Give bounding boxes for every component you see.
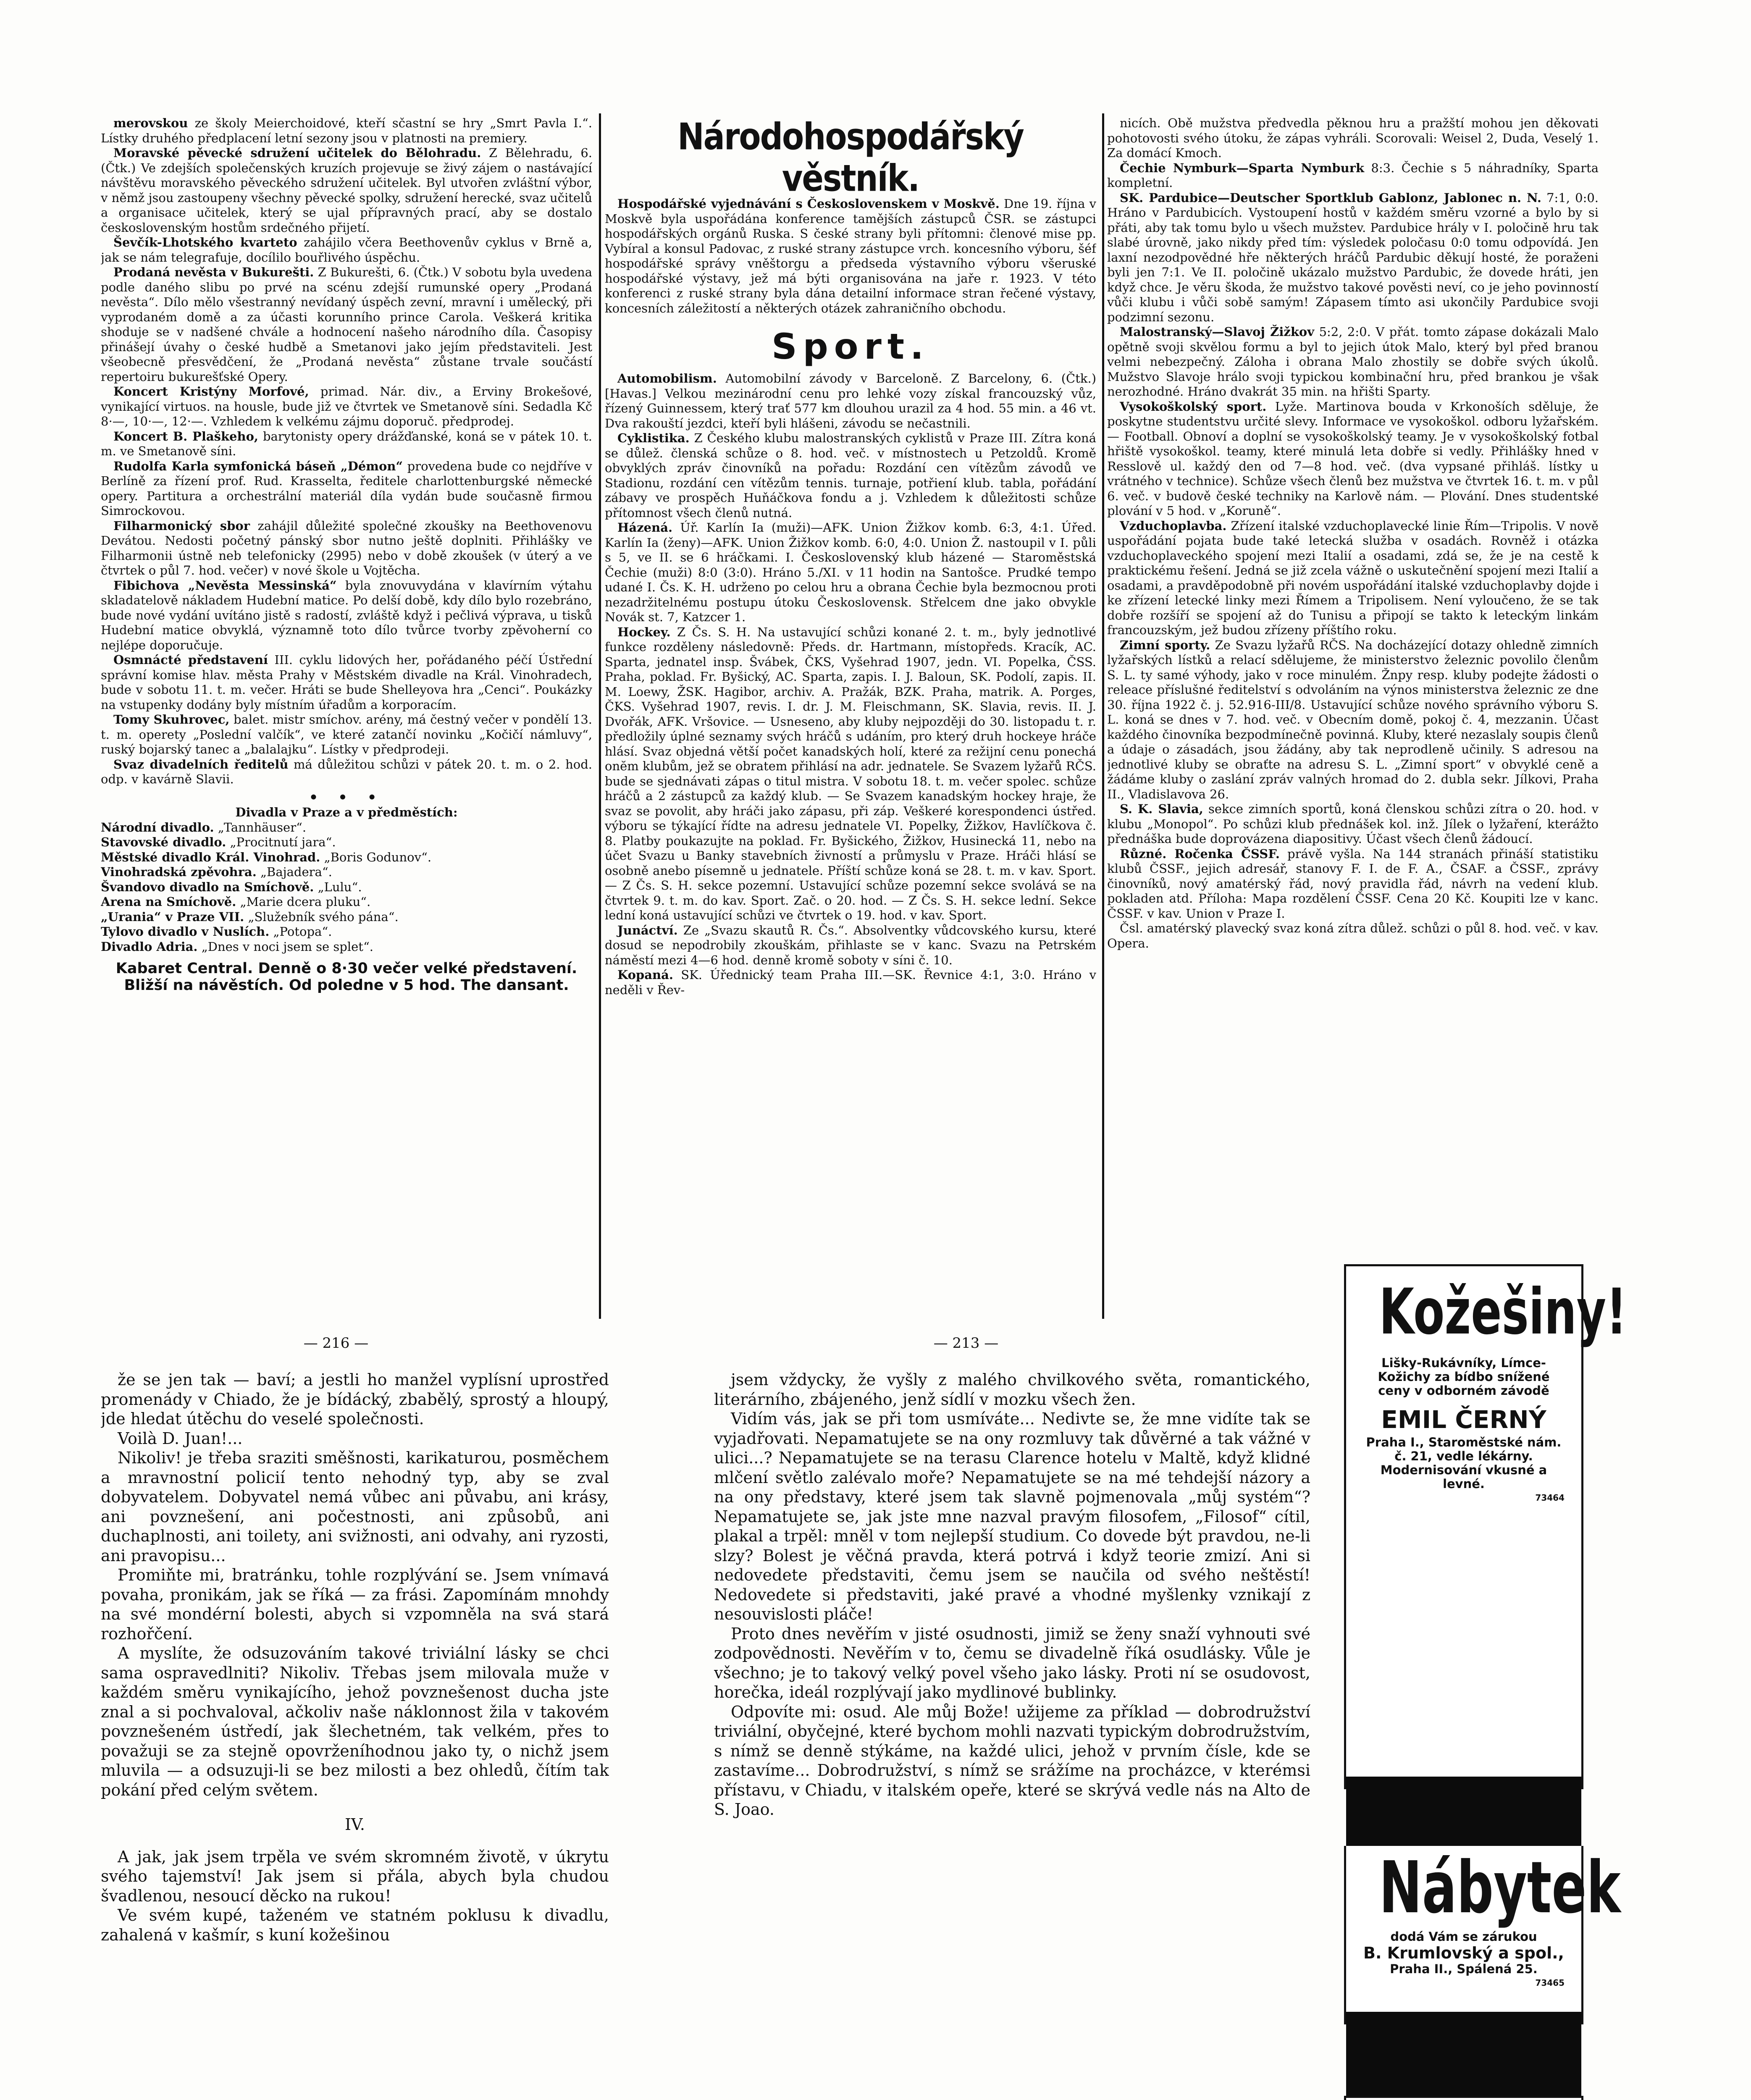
left-news-item bbox=[101, 459, 592, 519]
theatre-venue: „Urania“ v Praze VII. bbox=[101, 909, 244, 924]
left-news-item bbox=[101, 757, 592, 787]
theatre-venue: Národní divadlo. bbox=[101, 820, 214, 835]
left-news-column bbox=[101, 116, 592, 1317]
ad-kozesiny bbox=[1344, 1264, 1627, 1789]
right-news-item-lead: Vzduchoplavba. bbox=[1120, 518, 1227, 533]
right-news-item-lead: Zimní sporty. bbox=[1120, 638, 1210, 652]
trade-lead: Hospodářské vyjednávání s Československem v Moskvě. bbox=[617, 197, 1000, 211]
story-paragraph: Promiňte mi, bratránku, tohle rozplývání se. Jsem vnímavá povaha, pronikám, jak se říká — za frási. Zapomínám mnohdy na své mondérní bolesti, abych si vzpomněla na svá stará rozhořčení. bbox=[101, 1566, 609, 1643]
chapter-number: IV. bbox=[345, 1815, 365, 1834]
right-news-item-lead: Malostranský—Slavoj Žižkov bbox=[1120, 325, 1315, 339]
theatre-play: „Dnes v noci jsem se splet“. bbox=[201, 939, 374, 954]
left-news-item bbox=[101, 265, 592, 384]
ad-nabytek-code: 73465 bbox=[1535, 1978, 1565, 1988]
right-news-item-lead: SK. Pardubice—Deutscher Sportklub Gablonz, Jablonec n. N. bbox=[1120, 190, 1541, 205]
right-news-item-lead: Různé. Ročenka ČSSF. bbox=[1120, 846, 1280, 861]
story-paragraph: Proto dnes nevěřím v jisté osudnosti, jimiž se ženy snaží vyhnouti své zodpovědnosti. Nevěřím v to, čemu se divadelně říká osudlásky. Vůle je všechno; je to takový velký povel všeho jako lásky. Proti ní se osudovost, horečka, ideál rozplývají jako mydlinové bublinky. bbox=[714, 1624, 1310, 1701]
right-news-item-text: právě vyšla. Na 144 stranách přináší statistiku klubů ČSSF., jejich adresář, stanovy F. I. de F. A., ČSAF. a ČSSF., zprávy činovníků, nový amatérský řád, nový pravidla řád, návrh na vedení klub. pokladen atd. Příloha: Mapa rozdělení ČSSF. Cena 20 Kč. Koupiti lze v kanc. ČSSF. v kav. Union v Praze I. bbox=[1107, 846, 1599, 921]
ad-kozesiny-title: Kožešiny! bbox=[1379, 1276, 1627, 1349]
theatre-entry bbox=[101, 820, 592, 835]
left-news-item-text: zahájil důležité společné zkoušky na Beethovenovu Devátou. Nedosti početný pánský sbor nutno ještě doplniti. Přihlášky ve Filharmonii ústně neb telefonicky (2995) nebo v době zkoušek (v úterý a ve čtvrtek o půl 7. hod. večer) v nové škole u Vojtěcha. bbox=[101, 518, 592, 578]
left-news-item bbox=[101, 519, 592, 578]
middle-news-column bbox=[605, 116, 1096, 1317]
theatre-play: „Lulu“. bbox=[318, 879, 362, 894]
story-paragraph: Vidím vás, jak se při tom usmíváte... Nedivte se, že mne vidíte tak se vyjadřovati. Nepamatujete se na ony rozmluvy tak důvěrné a tak vážné v ulici...? Nepamatujete se na terasu Clarence hotelu v Maltě, když klidné mlčení světlo zalévalo moře? Nepamatujete se na mé tehdejší názory a na ony představy, které jsem tak slavně pojmenovala „můj systém“? Nepamatujete se, jak jste mne nazval pravým filosofem, „Filosof“ cítil, plakal a trpěl: mněl v tom nejlepší studium. Co dovede být pravdou, ne-li slzy? Bolest je věčná pravda, která potrvá i když teorie zmizí. Ani si nedovedete představiti, čemu jsem se naučila od svého neštěstí! Nedovedete si představiti, jaké pravé a vhodné myšlenky vznikají z nesouvislosti pláče! bbox=[714, 1410, 1310, 1623]
left-news-item bbox=[101, 429, 592, 459]
left-news-item-lead: Osmnácté představení bbox=[113, 653, 268, 667]
sport-news-item bbox=[605, 371, 1096, 431]
left-news-item-lead: Moravské pěvecké sdružení učitelek do Bělohradu. bbox=[113, 146, 481, 160]
left-news-item-text: byla znovuvydána v klavírním výtahu skladatelově nákladem Hudební matice. Po delší době, kdy dílo bylo rozebráno, bude nové vydání uvítáno jistě s radostí, zvláště když i pečlivá výprava, u tisků Hudební matice obvyklá, významně toto dílo tvůrce tvorby zpěvoherní co nejlépe doporučuje. bbox=[101, 578, 592, 652]
trade-text: Dne 19. října v Moskvě byla uspořádána konference tamějších zástupců ČSR. se zástupci hospodářských orgánů Ruska. S české strany byli přítomni: členové mise pp. Vybíral a konsul Padovac, z ruské strany zástupce vrch. koncesního výboru, šéf hospodářské správy vněštorgu a předseda výstavního výboru všeruské hospodářské výstavy, jež má býti organisována na jaře r. 1923. V této konferenci z ruské strany byla dána detailní informace stran řečené výstavy, koncesních záležitostí a některých otázek zahraničního obchodu. bbox=[605, 197, 1096, 315]
theatre-venue: Arena na Smíchově. bbox=[101, 895, 236, 909]
left-news-item-text: provedena bude co nejdříve v Berlíně za řízení prof. Rud. Krasselta, ředitele charlottenburgské německé opery. Partitura a orchestrální materiál díla vydán bude současně firmou Simrockovou. bbox=[101, 459, 592, 518]
right-news-item-text: Zřízení italské vzduchoplavecké linie Řím—Tripolis. V nově uspořádání pojata bude také letecká služba v osadách. Rovněž i otázka vzduchoplaveckého spojení mezi Italií a osadami, zdá se, že je na cestě k praktickému řešení. Jedná se již zcela vážně o uskutečnění spojení mezi Italií a osadami, a pravděpodobně při novém uspořádání italské vzduchoplavby dojde i ke zřízení letecké linky mezi Římem a Tripolisem. Není vyloučeno, že se tak dobře rozšíří se spojení až do Tunisu a připojí se takto k leteckým linkám francouzským, jež budou zřízeny příštího roku. bbox=[1107, 518, 1599, 637]
theatre-play: „Služebník svého pána“. bbox=[248, 909, 399, 924]
theatre-venue: Švandovo divadlo na Smíchově. bbox=[101, 879, 314, 894]
right-news-item-text: nicích. Obě mužstva předvedla pěknou hru a pražští mohou jen děkovati pohotovosti svého útoku, že zápas vyhráli. Scorovali: Weisel 2, Duda, Veselý 1. Za domácí Kmoch. bbox=[1107, 116, 1599, 160]
sport-news-item-lead: Hockey. bbox=[617, 625, 671, 639]
ad-kozesiny-name: EMIL ČERNÝ bbox=[1381, 1405, 1546, 1434]
left-news-item bbox=[101, 384, 592, 429]
left-news-item bbox=[101, 235, 592, 265]
theatre-entry bbox=[101, 865, 592, 880]
ad-nabytek-address: Praha II., Spálená 25. bbox=[1390, 1962, 1538, 1976]
sport-news-item bbox=[605, 968, 1096, 998]
right-news-column bbox=[1107, 116, 1599, 1317]
ad-divider-black-2 bbox=[1346, 2012, 1581, 2096]
masthead-title: Národohospodářský věstník. bbox=[677, 116, 1024, 200]
page-number-right: — 213 — bbox=[933, 1335, 999, 1352]
right-news-item bbox=[1107, 519, 1599, 638]
theatre-entry bbox=[101, 895, 592, 910]
sport-news-item bbox=[605, 625, 1096, 923]
left-news-item bbox=[101, 116, 592, 146]
theatre-entry bbox=[101, 910, 592, 925]
sport-title: Sport. bbox=[772, 326, 929, 367]
theatre-entry bbox=[101, 880, 592, 895]
section-dots: • • • bbox=[309, 789, 384, 806]
left-news-item-lead: Fibichova „Nevěsta Messinská“ bbox=[113, 578, 337, 593]
right-news-item-text: 8:3. Čechie s 5 náhradníky, Sparta kompletní. bbox=[1107, 160, 1599, 190]
left-news-item-lead: Svaz divadelních ředitelů bbox=[113, 757, 289, 772]
right-news-item bbox=[1107, 399, 1599, 519]
ad-nabytek-text: dodá Vám se zárukou bbox=[1390, 1929, 1537, 1944]
right-news-item-text: 5:2, 2:0. V přát. tomto zápase dokázali Malo opětně svoji skvělou formu a byl to jejich útok Malo, který byl před branou velmi nebezpečný. Záloha i obrana Malo zhostily se dobře svých úkolů. Mužstvo Slavoje hrálo svoji typickou kombinační hru, před brankou je však nerozhodné. Hráno dvakrát 35 min. na hřišti Sparty. bbox=[1107, 325, 1599, 399]
theatre-play: „Boris Godunov“. bbox=[324, 850, 432, 864]
right-news-item bbox=[1107, 325, 1599, 399]
theatre-play: „Potopa“. bbox=[273, 924, 332, 939]
theatre-venue: Vinohradská zpěvohra. bbox=[101, 865, 257, 879]
theatre-entry bbox=[101, 924, 592, 940]
left-news-item-text: má důležitou schůzi v pátek 20. t. m. o 2. hod. odp. v kavárně Slavii. bbox=[101, 757, 592, 786]
sport-news-item-text: Úř. Karlín Ia (muži)—AFK. Union Žižkov komb. 6:3, 4:1. Úřed. Karlín Ia (ženy)—AFK. Union Žižkov komb. 6:0, 4:0. Union Ž. nastoupil v I. půli s 5, ve II. se 6 hráčkami. I. Československý klub házené — Staroměstská Čechie (muži) 8:0 (3:0). Hráno 5./XI. v 11 hodin na Santošce. Prudké tempo udané I. Čs. K. H. udrženo po celou hru a obrana Čechie byla bezmocnou proti nezadržitelnému postupu útoku Československ. Střelcem dne jako obvykle Novák st. 7, Katzcer 1. bbox=[605, 520, 1096, 624]
theatre-venue: Stavovské divadlo. bbox=[101, 835, 226, 849]
column-rule-1 bbox=[599, 113, 601, 1319]
left-news-item-text: primad. Nár. div., a Erviny Brokešové, vynikající virtuos. na housle, bude již ve čtvrtek ve Smetanově síni. Sedadla Kč 8·—, 10·—, 12·—. Vzhledem k velkému zájmu doporuč. předprodej. bbox=[101, 384, 592, 428]
theatre-venue: Divadlo Adria. bbox=[101, 939, 198, 954]
ad-kozesiny-address: Praha I., Staroměstské nám. č. 21, vedle lékárny. Modernisování vkusné a levné. bbox=[1366, 1435, 1562, 1491]
right-news-item bbox=[1107, 191, 1599, 325]
ad-kozesiny-code: 73464 bbox=[1535, 1493, 1565, 1503]
ad-nabytek-title: Nábytek bbox=[1379, 1846, 1621, 1929]
right-news-item-text: Lyže. Martinova bouda v Krkonoších sděluje, že poskytne studentstvu určité slevy. Informace ve vysokoškol. odboru lyžařském. — Football. Obnoví a doplní se vysokoškolský teamy. Je v vysokoškolský fotbal hřiště vysokoškol. teamy, které minulá leta dobře si vedly. Přihlášky hned v Resslově ul. každý den od 7—8 hod. več. (dva vypsané přihláš. lístky u vrátného v technice). Schůze všech členů bez mužstva ve čtvrtek 16. t. m. v půl 6. več. v budově české techniky na Karlově nám. — Plování. Dnes studentské plování v 5 hod. v „Koruně“. bbox=[1107, 399, 1599, 518]
kabaret-ad: Kabaret Central. Denně o 8·30 večer velké představení. Bližší na návěstích. Od poledne v 5 hod. The dansant. bbox=[116, 960, 578, 994]
sport-news-item-text: SK. Úřednický team Praha III.—SK. Řevnice 4:1, 3:0. Hráno v neděli v Řev- bbox=[605, 968, 1096, 997]
left-news-item-lead: Prodaná nevěsta v Bukurešti. bbox=[113, 265, 314, 279]
ad-nabytek-name: B. Krumlovský a spol., bbox=[1363, 1944, 1564, 1962]
ad-damy bbox=[1344, 2096, 1583, 2100]
story-right-column bbox=[714, 1370, 1310, 2100]
sport-news-item-text: Ze „Svazu skautů R. Čs.“. Absolventky vůdcovského kursu, které dosud se nepodrobily zkouškám, přihlaste se v kanc. Svazu na Petrském náměstí mezi 4—6 hod. denně kromě soboty v síni č. 10. bbox=[605, 923, 1096, 967]
left-news-item-text: ze školy Meierchoidové, kteří sčastní se hry „Smrt Pavla I.“. Lístky druhého předplacení letní sezony jsou v platnosti na premiery. bbox=[101, 116, 592, 145]
theatre-play: „Marie dcera pluku“. bbox=[240, 895, 371, 909]
story-paragraph: Odpovíte mi: osud. Ale můj Bože! užijeme za příklad — dobrodružství triviální, obyčejné, které bychom mohli nazvati typickým dobrodružstvím, s nímž se denně stýkáme, na každé ulici, jehož v prvním čísle, kde se zastavíme... Dobrodružství, s nímž se srážíme na procházce, v kterémsi přístavu, v Chiadu, v italském opeře, které se skrývá vedle nás na Alto de S. Joao. bbox=[714, 1702, 1310, 1819]
left-news-item-lead: Koncert B. Plaškeho, bbox=[113, 429, 259, 444]
left-news-item-lead: Ševčík-Lhotského kvarteto bbox=[113, 235, 297, 249]
right-news-item-lead: S. K. Slavia, bbox=[1120, 802, 1203, 816]
sport-news-item-text: Automobilní závody v Barceloně. Z Barcelony, 6. (Čtk.) [Havas.] Velkou mezinárodní cenu pro lehké vozy získal francouzský vůz, řízený Guinnessem, který trať 577 km dlouhou urazil za 4 hod. 55 min. a 46 vt. Dva rakouští jezdci, kteří byli hlášeni, závodu se nečastnili. bbox=[605, 371, 1096, 430]
right-news-item-text: Čsl. amatérský plavecký svaz koná zítra důlež. schůzi o půl 8. hod. več. v kav. Opera. bbox=[1107, 921, 1599, 950]
story-left-column bbox=[101, 1370, 609, 2100]
theatre-heading: Divadla v Praze a v předměstích: bbox=[235, 805, 458, 819]
ad-kozesiny-text: Lišky-Rukávníky, Límce-Kožichy za bídbo snížené ceny v odborném závodě bbox=[1378, 1356, 1550, 1398]
right-news-item bbox=[1107, 638, 1599, 802]
ad-nabytek bbox=[1344, 1846, 1621, 2024]
left-news-item-lead: Filharmonický sbor bbox=[113, 518, 250, 533]
left-news-item bbox=[101, 578, 592, 653]
sport-news-item-lead: Kopaná. bbox=[617, 968, 673, 982]
right-news-item-lead: Vysokoškolský sport. bbox=[1120, 399, 1267, 414]
sport-news-item-text: Z Českého klubu malostranských cyklistů v Praze III. Zítra koná se důlež. členská schůze o 8. hod. več. v místnostech u Petzoldů. Kromě obvyklých zpráv činovníků na pořadu: Rozdání cen vítězům závodů ve Stadionu, rozdání cen vítězům tennis. turnaje, potřiení klub. tabla, pořádání zábavy ve prospěch Huňáčkova fondu a j. Vzhledem k důležitosti schůze přítomnost všech členů nutná. bbox=[605, 431, 1096, 520]
right-news-item bbox=[1107, 921, 1599, 951]
story-paragraph: A myslíte, že odsuzováním takové triviální lásky se chci sama ospravedlniti? Nikoliv. Třebas jsem milovala muže v každém směru vynikajícího, jehož povznešenost ducha jste znal a si pochvaloval, ačkoliv naše náklonnost žila v takovém povznešeném ústředí, jak šlechetném, tak velkém, přes to považuji se za stejně opovrženíhodnou jako ty, o nichž jsem mluvila — a odsuzuji-li se bez milosti a bez ohledů, čítím tak pokání před celým světem. bbox=[101, 1644, 609, 1799]
theatre-play: „Tannhäuser“. bbox=[218, 820, 307, 835]
right-news-item bbox=[1107, 802, 1599, 847]
left-news-item-text: balet. mistr smíchov. arény, má čestný večer v pondělí 13. t. m. operety „Poslední valčík“, ve které zatančí novinku „Kočičí námluvy“, ruský bojarský tanec a „balalajku“. Lístky v předprodeji. bbox=[101, 712, 592, 756]
story-paragraph: Voilà D. Juan!... bbox=[118, 1429, 243, 1448]
left-news-item bbox=[101, 146, 592, 235]
theatre-venue: Tylovo divadlo v Nuslích. bbox=[101, 924, 270, 939]
right-news-item bbox=[1107, 161, 1599, 191]
right-news-item-text: Ze Svazu lyžařů RČS. Na docházející dotazy ohledně zimních lyžařských lístků a relací sdělujeme, že ministerstvo železnic povolilo členům S. L. ty samé výhody, jako v roce minulém. Žnpy resp. kluby podejte žádosti o releace příslušné ředitelství s odvoláním na výnos ministerstva železnic ze dne 30. října 1922 č. j. 52.916-III/8. Ustavující schůze nového správního výboru S. L. koná se dnes v 7. hod. več. v Obecním domě, pokoj č. 4, mezzanin. Účast každého činovníka bezpodmínečně povinná. Kluby, které nezaslaly soupis členů a údaje o zásadách, jsou žádány, aby tak neprodleně učinily. S adresou na jednotlivé kluby se obraťte na adresu S. L. „Zimní sport“ v obvyklé ceně a žádáme kluby o zaslání zpráv valných hromad do 2. dubla sekr. Jílkovi, Praha II., Vladislavova 26. bbox=[1107, 638, 1599, 801]
left-news-item-text: III. cyklu lidových her, pořádaného péčí Ústřední správní komise hlav. města Prahy v Městském divadle na Král. Vinohradech, bude v sobotu 11. t. m. večer. Hráti se bude Shelleyova hra „Cenci“. Poukázky na vstupenky dodány byly místním úřadům a korporacím. bbox=[101, 653, 592, 712]
page-number-left: — 216 — bbox=[303, 1335, 369, 1352]
story-paragraph: Ve svém kupé, taženém ve statném poklusu k divadlu, zahalená v kašmír, s kuní kožešinou bbox=[101, 1906, 609, 1944]
right-news-item-text: sekce zimních sportů, koná členskou schůzi zítra o 20. hod. v klubu „Monopol“. Po schůzi klub přednášek kol. inž. Jílek o lyžaření, kterážto přednáška bude doprovázena diapositivy. Účast všech členů žádoucí. bbox=[1107, 802, 1599, 846]
right-news-item bbox=[1107, 116, 1599, 161]
sport-news-item-lead: Cyklistika. bbox=[617, 431, 690, 445]
sport-news-item bbox=[605, 520, 1096, 625]
theatre-play: „Bajadera“. bbox=[260, 865, 332, 879]
sport-news-item bbox=[605, 431, 1096, 520]
sport-news-item bbox=[605, 923, 1096, 968]
right-news-item-lead: Čechie Nymburk—Sparta Nymburk bbox=[1120, 160, 1365, 175]
left-news-item bbox=[101, 653, 592, 712]
theatre-entry bbox=[101, 940, 592, 955]
left-news-item-lead: Tomy Skuhrovec, bbox=[113, 712, 230, 727]
left-news-item-text: Z Bělehradu, 6. (Čtk.) Ve zdejších společenských kruzích projevuje se živý zájem o nastávající návštěvu moravského pěveckého sdružení učitelek. Byl utvořen zvláštní výbor, v němž jsou zastoupeny všechny pěvecké spolky, sdružení herecké, svaz učitelů a organisace učitelek, který se ujal přípravných prací, aby se dostalo československým hostům srdečného přijetí. bbox=[101, 146, 592, 235]
sport-news-item-lead: Automobilism. bbox=[617, 371, 717, 386]
left-news-item-text: zahájilo včera Beethovenův cyklus v Brně a, jak se nám telegrafuje, docílilo bouřlivého úspěchu. bbox=[101, 235, 592, 265]
left-news-item bbox=[101, 712, 592, 757]
sport-news-item-text: Z Čs. S. H. Na ustavující schůzi konané 2. t. m., byly jednotlivé funkce rozděleny následovně: Předs. dr. Hartmann, místopředs. Kracík, AC. Sparta, jednatel insp. Švábek, ČKS, Vyšehrad 1907, jedn. VI. Popelka, ČSS. Praha, poklad. Fr. Byšický, AC. Sparta, zapis. I. J. Baloun, SK. Podolí, zapis. II. M. Loewy, ŽSK. Hagibor, archiv. A. Pražák, BZK. Praha, matrik. A. Porges, ČKS. Vyšehrad 1907, revis. I. dr. J. M. Fleischmann, SK. Slavia, revis. II. J. Dvořák, AFK. Vršovice. — Usneseno, aby kluby nejpozději do 30. listopadu t. r. předložily úplné seznamy svých hráčů s udáním, pro který druh hockeye hráče hlásí. Svaz objedná větší počet kanadských holí, které za režijní cenu ponechá onĕm klubům, jež se obratem přihlásí na adr. jednatele. Se Svazem lyžařů RČS. bude se sjednávati zápas o titul mistra. V sobotu 18. t. m. večer spolec. schůze hráčů a 2 zástupců za každý klub. — Se Svazem kanadským hockey hraje, že svaz se povolit, aby hráči jako zápasu, při záp. Veškeré korespondenci ústřed. výboru se týkající řídte na adresu jednatele VI. Popelky, Žižkov, Havlíčkova č. 8. Platby poukazujte na poklad. Fr. Byšického, Žižkov, Husinecká 11, nebo na účet Svazu u Banky stavebních živností a průmyslu v Praze. Hráči hlásí se osobně anebo písemně u jednatele. Příští schůze koná se 28. t. m. v kav. Sport. — Z Čs. S. H. sekce pozemní. Ustavující schůze pozemní sekce svolává se na čtvrtek 9. t. m. do kav. Sport. Zač. o 20. hod. — Z Čs. S. H. sekce lední. Sekce lední koná ustavující schůzi ve čtvrtek o 19. hod. v kav. Sport. bbox=[605, 625, 1096, 922]
theatre-play: „Procitnutí jara“. bbox=[230, 835, 336, 849]
story-paragraph: že se jen tak — baví; a jestli ho manžel vyplísní uprostřed promenády v Chiado, že je bídácký, zbabělý, sprostý a hloupý, jde hledat útěchu do veselé společnosti. bbox=[101, 1370, 609, 1428]
left-news-item-lead: merovskou bbox=[113, 116, 188, 130]
left-news-item-text: barytonisty opery drážďanské, koná se v pátek 10. t. m. ve Smetanově síni. bbox=[101, 429, 592, 458]
theatre-entry bbox=[101, 850, 592, 865]
theatre-entry bbox=[101, 835, 592, 850]
right-news-item-text: 7:1, 0:0. Hráno v Pardubicích. Vystoupení hostů v každém směru vzorné a bylo by si přáti, aby tak tomu bylo u všech mužstev. Pardubice hrály v I. poločině hru tak slabé úrovně, jako nikdy před tím: výsledek poločasu 0:0 tomu odpovídá. Jen laxní nezodpovědné hře některých hráčů Pardubic děkují hosté, že poraženi byli jen 7:1. Ve II. poločině ukázalo mužstvo Pardubic, že dovede hráti, jen když chce. Je věru škoda, že mužstvo takové pověsti neví, co je jeho povinností vůči klubu i vůči sobě samým! Zápasem tímto asi ukončily Pardubice svoji podzimní sezonu. bbox=[1107, 190, 1599, 324]
left-news-item-lead: Koncert Kristýny Morfové, bbox=[113, 384, 309, 399]
column-rule-2 bbox=[1102, 113, 1104, 1319]
sport-news-item-lead: Házená. bbox=[617, 520, 673, 535]
left-news-item-lead: Rudolfa Karla symfonická báseň „Démon“ bbox=[113, 459, 403, 473]
right-news-item bbox=[1107, 847, 1599, 921]
story-paragraph: jsem vždycky, že vyšly z malého chvilkového světa, romantického, literárního, zbájeného, jenž sídlí v mozku všech žen. bbox=[714, 1370, 1310, 1409]
sport-news-item-lead: Junáctví. bbox=[617, 923, 678, 937]
story-paragraph: Nikoliv! je třeba sraziti směšnosti, karikaturou, posměchem a mravnostní policií tento nehodný typ, aby se zval dobyvatelem. Dobyvatel nemá vůbec ani půvabu, ani krásy, ani povznešení, ani počestnosti, ani způsobů, ani duchaplnosti, ani toilety, ani svižnosti, ani odvahy, ani ryzosti, ani pravopisu... bbox=[101, 1449, 609, 1565]
left-news-item-text: Z Bukurešti, 6. (Čtk.) V sobotu byla uvedena podle daného slibu po prvé na scénu zdejší rumunské opery „Prodaná nevěsta“. Dílo mělo všestranný nevídaný úspěch zevní, mravní i umělecký, při vyprodaném domě a za účasti korunního prince Carola. Veškerá kritika shoduje se v nadšené chvále a hodnocení našeho národního díla. Časopisy přinášejí úvahy o české hudbě a Smetanovi jako jejím představiteli. Jest všeobecně přesvědčení, že „Prodaná nevěsta“ zůstane trvale součástí repertoiru bukurešťské Opery. bbox=[101, 265, 592, 384]
story-paragraph: A jak, jak jsem trpěla ve svém skromném životě, v úkrytu svého tajemství! Jak jsem si přála, abych byla chudou švadlenou, nesoucí děcko na rukou! bbox=[101, 1847, 609, 1905]
ad-divider-black-1 bbox=[1346, 1777, 1581, 1848]
theatre-venue: Městské divadlo Král. Vinohrad. bbox=[101, 850, 320, 864]
